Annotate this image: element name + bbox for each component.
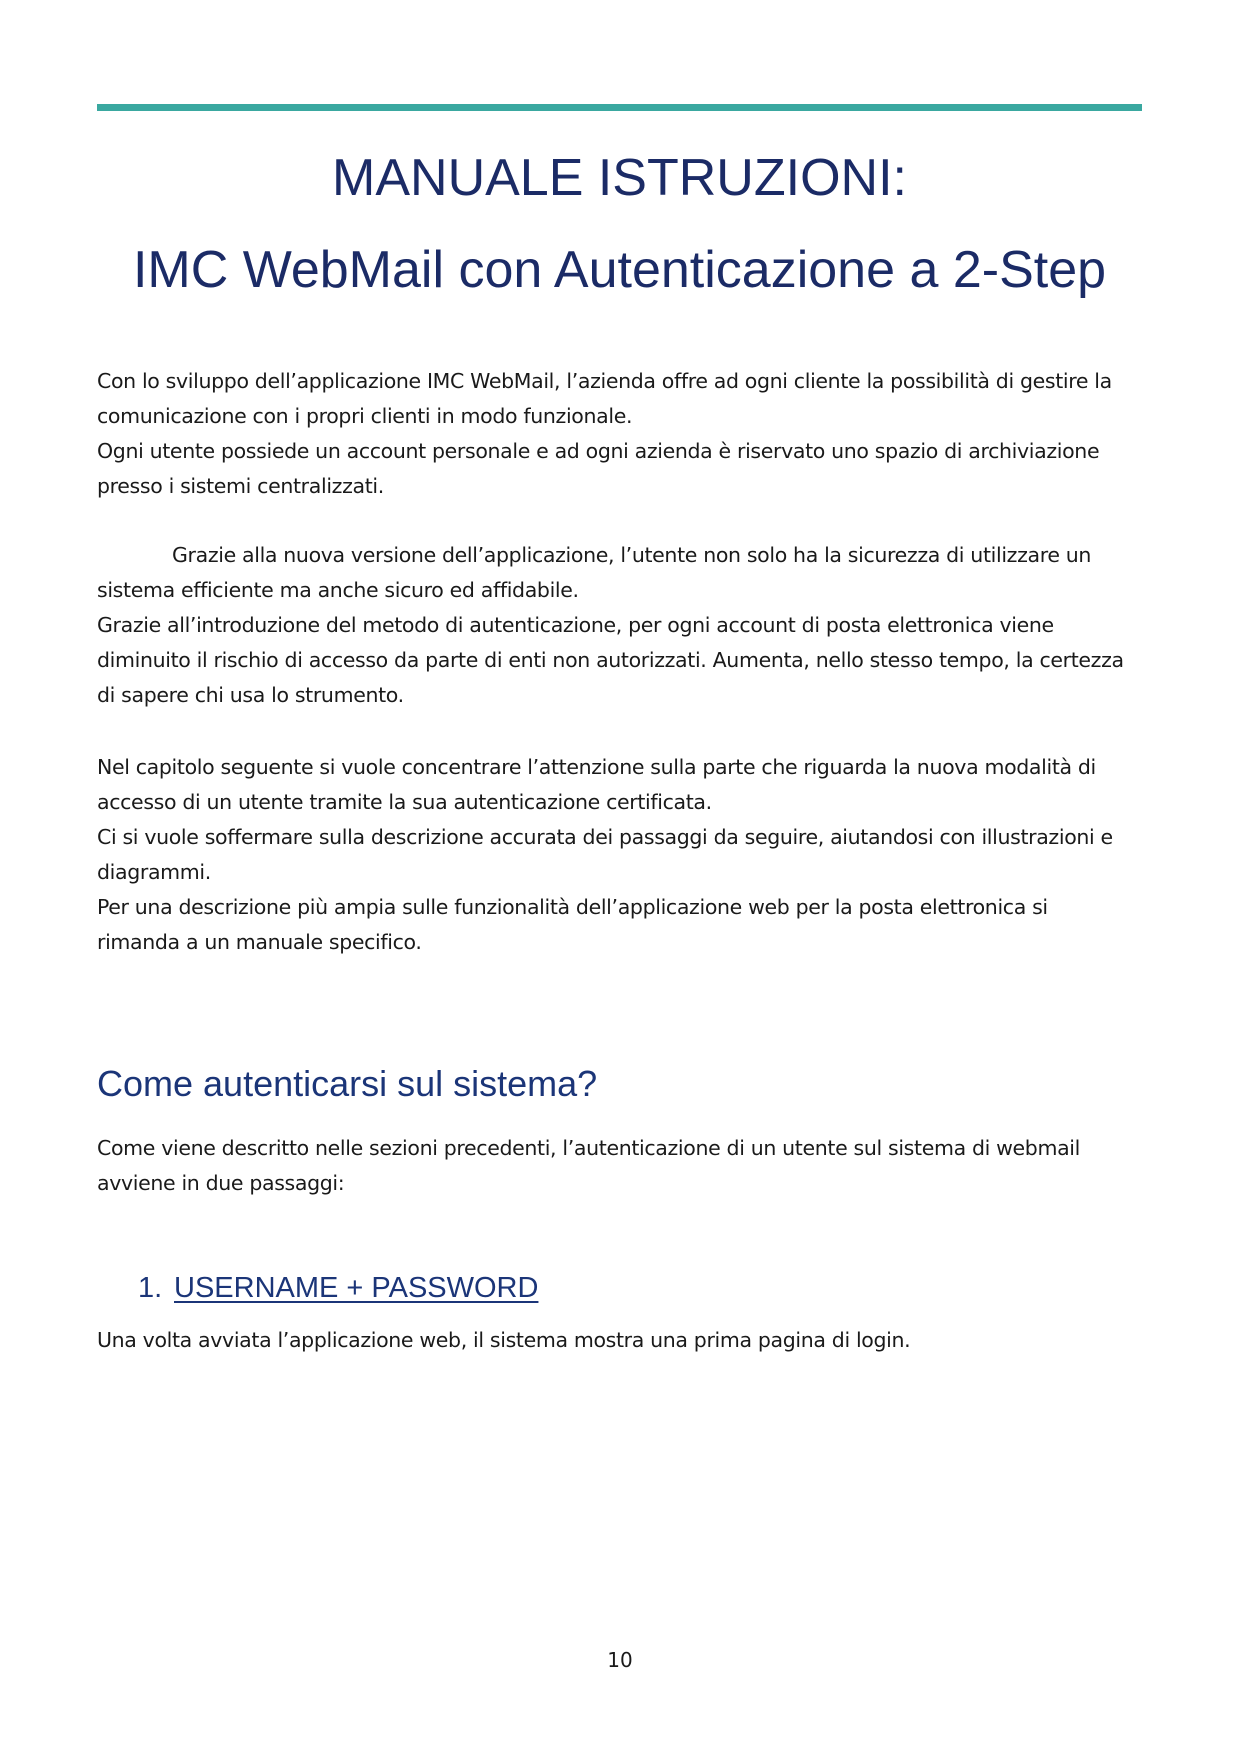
step-heading <box>138 1270 538 1306</box>
text-line: Ogni utente possiede un account personale e ad ogni azienda è riservato uno spazio di archiviazione <box>97 439 1100 463</box>
step-title: USERNAME + PASSWORD <box>174 1272 539 1304</box>
step-paragraph <box>97 1323 1147 1358</box>
page-title-line-1: MANUALE ISTRUZIONI: <box>332 149 907 207</box>
top-divider <box>97 104 1142 111</box>
text-line: Grazie all’introduzione del metodo di autenticazione, per ogni account di posta elettronica viene <box>97 613 1054 637</box>
section-paragraph <box>97 1131 1147 1201</box>
text-line: di sapere chi usa lo strumento. <box>97 683 404 707</box>
text-line: diagrammi. <box>97 860 211 884</box>
text-line: comunicazione con i propri clienti in modo funzionale. <box>97 404 633 428</box>
text-line: Come viene descritto nelle sezioni precedenti, l’autenticazione di un utente sul sistema di webmail <box>97 1136 1080 1160</box>
text-line: Ci si vuole soffermare sulla descrizione accurata dei passaggi da seguire, aiutandosi con illustrazioni e <box>97 825 1113 849</box>
text-line: Con lo sviluppo dell’applicazione IMC WebMail, l’azienda offre ad ogni cliente la possibilità di gestire la <box>97 369 1112 393</box>
page-number: 10 <box>607 1648 633 1672</box>
text-line: avviene in due passaggi: <box>97 1171 345 1195</box>
security-paragraph <box>97 538 1147 713</box>
text-line: Per una descrizione più ampia sulle funzionalità dell’applicazione web per la posta elettronica si <box>97 895 1048 919</box>
step-number: 1. <box>138 1272 163 1304</box>
intro-paragraph <box>97 364 1147 504</box>
text-line: presso i sistemi centralizzati. <box>97 474 384 498</box>
text-line: Nel capitolo seguente si vuole concentrare l’attenzione sulla parte che riguarda la nuova modalità di <box>97 755 1096 779</box>
text-line: rimanda a un manuale specifico. <box>97 930 422 954</box>
text-line: accesso di un utente tramite la sua autenticazione certificata. <box>97 790 712 814</box>
chapter-paragraph <box>97 750 1147 960</box>
page-title-line-2: IMC WebMail con Autenticazione a 2-Step <box>132 241 1107 299</box>
section-heading: Come autenticarsi sul sistema? <box>97 1063 598 1104</box>
text-line: diminuito il rischio di accesso da parte di enti non autorizzati. Aumenta, nello stesso tempo, la certezza <box>97 648 1124 672</box>
text-line: Grazie alla nuova versione dell’applicazione, l’utente non solo ha la sicurezza di utilizzare un <box>172 543 1092 567</box>
text-line: sistema efficiente ma anche sicuro ed affidabile. <box>97 578 579 602</box>
text-line: Una volta avviata l’applicazione web, il sistema mostra una prima pagina di login. <box>97 1328 911 1352</box>
